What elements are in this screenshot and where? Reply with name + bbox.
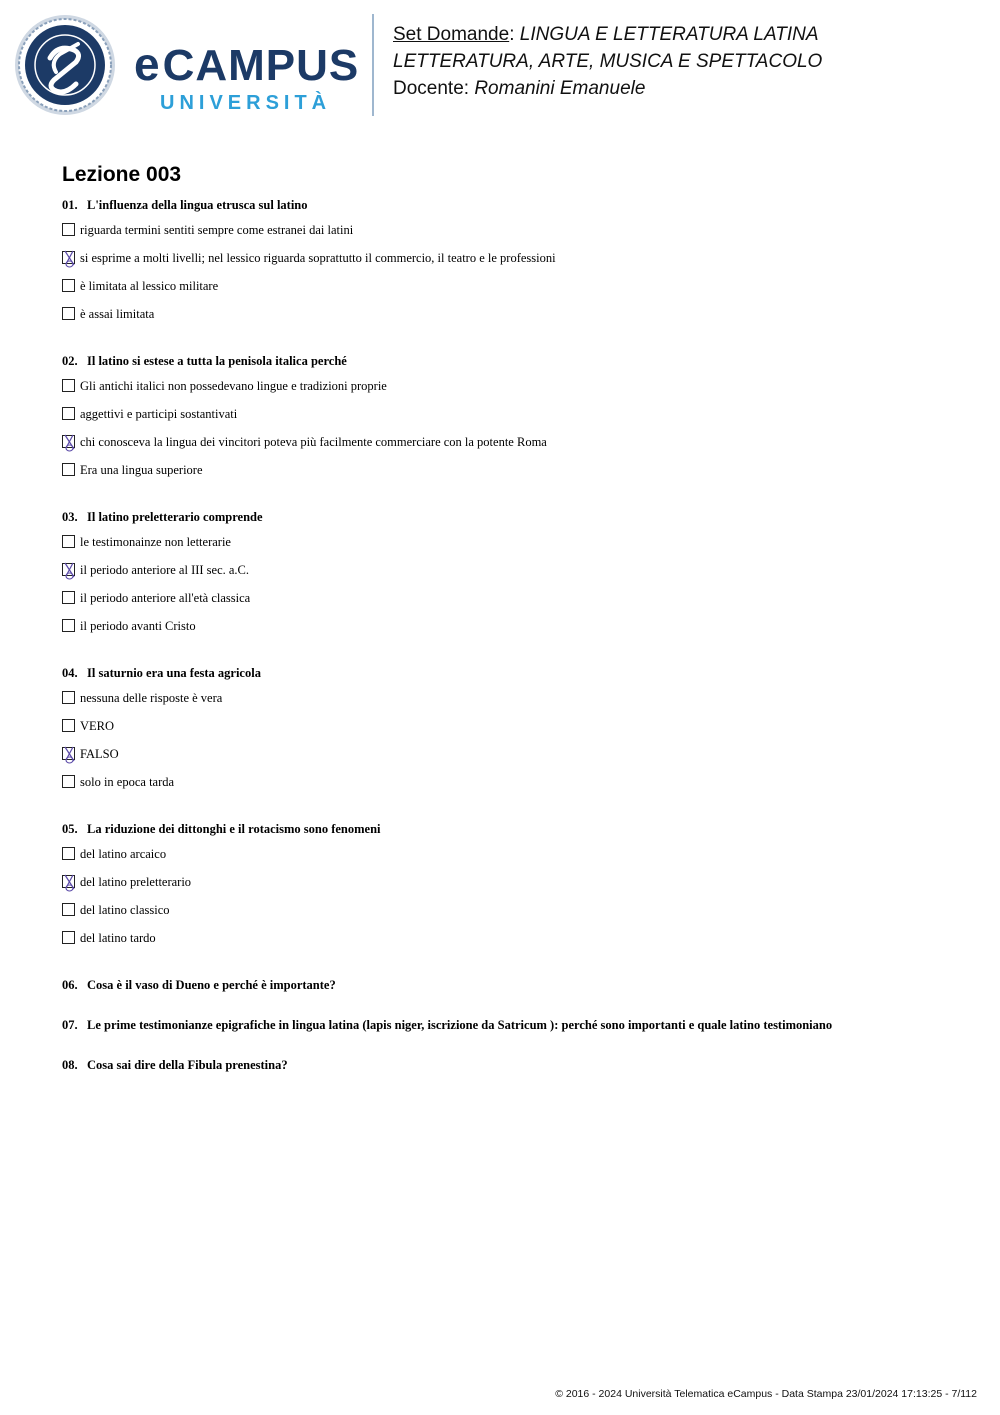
option-text: è assai limitata — [80, 307, 155, 321]
checkbox[interactable] — [62, 463, 75, 476]
question-label: Cosa è il vaso di Dueno e perché è importante? — [87, 978, 336, 992]
question-label: L'influenza della lingua etrusca sul latino — [87, 198, 308, 212]
open-questions — [62, 976, 962, 1074]
checkbox[interactable] — [62, 223, 75, 236]
option-text: Gli antichi italici non possedevano lingue e tradizioni proprie — [80, 379, 387, 393]
logo-subtitle: UNIVERSITÀ — [160, 92, 332, 114]
handwritten-check-mark-icon — [62, 874, 77, 892]
answer-option[interactable] — [62, 875, 962, 903]
set-domande-value-2: LETTERATURA, ARTE, MUSICA E SPETTACOLO — [393, 51, 823, 72]
question-block — [62, 196, 962, 335]
option-text: del latino tardo — [80, 931, 156, 945]
question-text — [62, 508, 962, 526]
checkbox[interactable] — [62, 379, 75, 392]
set-domande-line: Set Domande: LINGUA E LETTERATURA LATINA — [393, 24, 819, 45]
question-number: 02. — [62, 354, 78, 368]
page-footer: © 2016 - 2024 Università Telematica eCampus - Data Stampa 23/01/2024 17:13:25 - 7/112 — [555, 1388, 977, 1400]
option-text: del latino arcaico — [80, 847, 167, 861]
question-block — [62, 508, 962, 647]
question-block — [62, 820, 962, 959]
option-text: chi conosceva la lingua dei vincitori poteva più facilmente commerciare con la potente Roma — [80, 435, 547, 449]
ecampus-seal-logo — [14, 14, 116, 116]
question-text — [62, 976, 962, 994]
question-number: 07. — [62, 1018, 78, 1032]
checkbox[interactable] — [62, 847, 75, 860]
handwritten-check-mark-icon — [62, 250, 77, 268]
handwritten-check-mark-icon — [62, 434, 77, 452]
header-divider — [372, 14, 374, 116]
question-text — [62, 352, 962, 370]
option-text: solo in epoca tarda — [80, 775, 175, 789]
answer-option[interactable] — [62, 691, 962, 719]
docente-line — [393, 75, 822, 102]
option-text: è limitata al lessico militare — [80, 279, 219, 293]
checkbox[interactable] — [62, 591, 75, 604]
checkbox[interactable] — [62, 931, 75, 944]
checkbox-marked[interactable] — [62, 251, 75, 264]
answer-option[interactable] — [62, 535, 962, 563]
lesson-title: Lezione 003 — [62, 163, 182, 186]
question-block — [62, 352, 962, 491]
set-domande-value-1: LINGUA E LETTERATURA LATINA — [519, 24, 819, 45]
option-text: si esprime a molti livelli; nel lessico riguarda soprattutto il commercio, il teatro e le professioni — [80, 251, 556, 265]
answer-option[interactable] — [62, 619, 962, 647]
question-label: Il latino si estese a tutta la penisola italica perché — [87, 354, 347, 368]
option-text: il periodo anteriore al III sec. a.C. — [80, 563, 250, 577]
checkbox[interactable] — [62, 903, 75, 916]
docente-label: Docente: — [393, 78, 470, 99]
question-number: 08. — [62, 1058, 78, 1072]
option-text: del latino classico — [80, 903, 170, 917]
docente-value: Romanini Emanuele — [474, 78, 646, 99]
question-text — [62, 196, 962, 214]
checkbox[interactable] — [62, 619, 75, 632]
answer-option[interactable] — [62, 719, 962, 747]
set-domande-label: Set Domande — [393, 24, 510, 45]
question-number: 01. — [62, 198, 78, 212]
answer-option[interactable] — [62, 307, 962, 335]
question-label: Il saturnio era una festa agricola — [87, 666, 261, 680]
ecampus-wordmark — [134, 38, 360, 115]
option-text: Era una lingua superiore — [80, 463, 203, 477]
option-text: riguarda termini sentiti sempre come estranei dai latini — [80, 223, 354, 237]
question-text — [62, 1056, 962, 1074]
answer-option[interactable] — [62, 223, 962, 251]
checkbox[interactable] — [62, 535, 75, 548]
answer-option[interactable] — [62, 251, 962, 279]
checkbox[interactable] — [62, 407, 75, 420]
answer-option[interactable] — [62, 435, 962, 463]
question-label: Cosa sai dire della Fibula prenestina? — [87, 1058, 288, 1072]
answer-option[interactable] — [62, 563, 962, 591]
option-text: aggettivi e participi sostantivati — [80, 407, 238, 421]
checkbox-marked[interactable] — [62, 435, 75, 448]
question-block — [62, 664, 962, 803]
checkbox-marked[interactable] — [62, 747, 75, 760]
open-question-block — [62, 976, 962, 994]
handwritten-check-mark-icon — [62, 746, 77, 764]
question-label: La riduzione dei dittonghi e il rotacismo sono fenomeni — [87, 822, 381, 836]
option-text: il periodo avanti Cristo — [80, 619, 196, 633]
answer-option[interactable] — [62, 407, 962, 435]
header-info — [393, 21, 822, 102]
question-number: 05. — [62, 822, 78, 836]
checkbox-marked[interactable] — [62, 563, 75, 576]
checkbox[interactable] — [62, 307, 75, 320]
question-label: Le prime testimonianze epigrafiche in lingua latina (lapis niger, iscrizione da Satricum ): perché sono importanti e quale latino testimoniano — [87, 1018, 833, 1032]
open-question-block — [62, 1016, 962, 1034]
question-number: 06. — [62, 978, 78, 992]
checkbox-marked[interactable] — [62, 875, 75, 888]
option-text: VERO — [80, 719, 115, 733]
question-number: 04. — [62, 666, 78, 680]
question-text — [62, 1016, 962, 1034]
answer-option[interactable] — [62, 379, 962, 407]
checkbox[interactable] — [62, 279, 75, 292]
option-text: nessuna delle risposte è vera — [80, 691, 223, 705]
question-text — [62, 820, 962, 838]
questions-list — [62, 196, 962, 1096]
option-text: del latino preletterario — [80, 875, 192, 889]
option-text: il periodo anteriore all'età classica — [80, 591, 251, 605]
checkbox[interactable] — [62, 775, 75, 788]
answer-option[interactable] — [62, 279, 962, 307]
question-label: Il latino preletterario comprende — [87, 510, 263, 524]
option-text: FALSO — [80, 747, 119, 761]
logo-brand-text: eCAMPUS — [134, 38, 360, 90]
answer-option[interactable] — [62, 591, 962, 619]
handwritten-check-mark-icon — [62, 562, 77, 580]
page-header — [0, 0, 1000, 130]
checkbox[interactable] — [62, 691, 75, 704]
question-number: 03. — [62, 510, 78, 524]
checkbox[interactable] — [62, 719, 75, 732]
option-text: le testimonainze non letterarie — [80, 535, 231, 549]
answer-option[interactable] — [62, 747, 962, 775]
open-question-block — [62, 1056, 962, 1074]
answer-option[interactable] — [62, 847, 962, 875]
answer-option[interactable] — [62, 903, 962, 931]
multiple-choice-questions — [62, 196, 962, 959]
question-text — [62, 664, 962, 682]
answer-option[interactable] — [62, 931, 962, 959]
answer-option[interactable] — [62, 775, 962, 803]
answer-option[interactable] — [62, 463, 962, 491]
